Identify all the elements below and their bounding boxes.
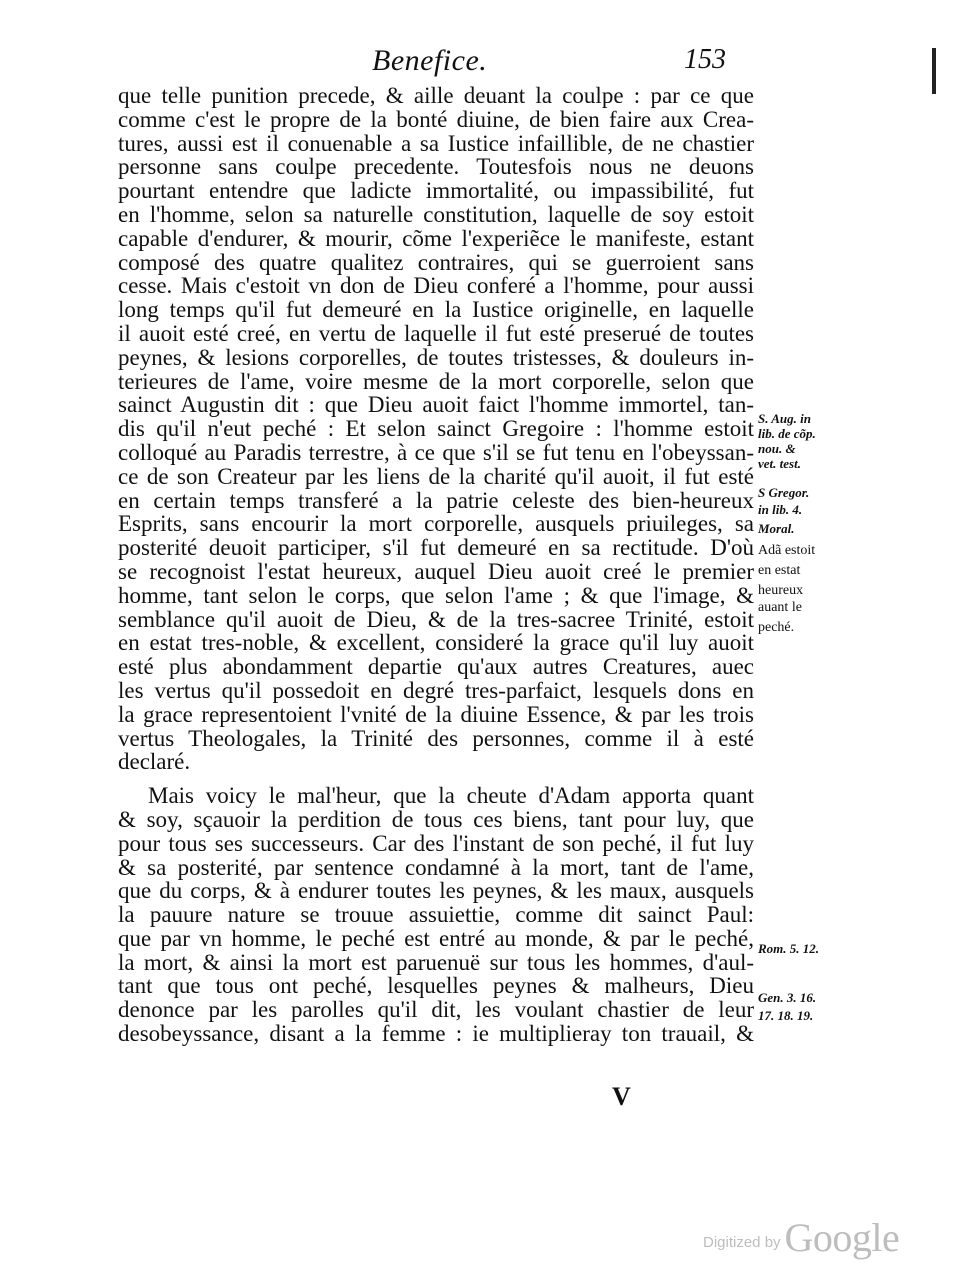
text-line: comme c'est le propre de la bonté diuine, de bien faire aux Crea- <box>118 106 754 132</box>
page-edge-mark <box>932 48 936 94</box>
margin-note: in lib. 4. <box>758 502 803 517</box>
running-title: Benefice. <box>372 44 488 77</box>
text-line: la pauure nature se trouue assuiettie, comme dit sainct Paul: <box>118 902 754 928</box>
margin-note: auant le <box>758 600 802 615</box>
text-line: colloqué au Paradis terrestre, à ce que s'il se fut tenu en l'obeyssan- <box>118 439 754 465</box>
text-line: composé des quatre qualitez contraires, qui se guerroient sans <box>118 249 754 275</box>
text-line: en estat tres-noble, & excellent, consideré la grace qu'il luy auoit <box>118 630 754 656</box>
text-line: Esprits, sans encourir la mort corporelle, ausquels priuileges, sa <box>118 511 754 537</box>
text-line: ce de son Createur par les liens de la charité qu'il auoit, il fut esté <box>118 463 754 489</box>
text-line: personne sans coulpe precedente. Toutesfois nous ne deuons <box>118 154 754 180</box>
text-line: capable d'endurer, & mourir, cõme l'experiẽce le manifeste, estant <box>118 225 754 251</box>
text-line: tures, aussi est il conuenable a sa Iustice infaillible, de ne chastier <box>118 130 754 156</box>
text-line: denonce par les parolles qu'il dit, les voulant chastier de leur <box>118 997 754 1023</box>
google-logo: Google <box>784 1215 900 1260</box>
text-line: declaré. <box>118 749 191 775</box>
text-line: la grace representoient l'vnité de la diuine Essence, & par les trois <box>118 701 754 727</box>
body-text <box>118 84 754 1046</box>
text-line: pour tous ses successeurs. Car des l'instant de son peché, il fut luy <box>118 830 754 856</box>
text-line: se recognoist l'estat heureux, auquel Dieu auoit creé le premier <box>118 558 754 584</box>
text-line: que telle punition precede, & aille deuant la coulpe : par ce que <box>118 83 754 108</box>
margin-note: S Gregor. <box>758 485 810 500</box>
margin-note: nou. & <box>758 441 796 456</box>
text-line: la mort, & ainsi la mort est paruenuë sur tous les hommes, d'aul- <box>118 949 754 975</box>
text-line: Mais voicy le mal'heur, que la cheute d'Adam apporta quant <box>148 783 754 809</box>
text-line: desobeyssance, disant a la femme : ie multiplieray ton trauail, & <box>118 1021 754 1047</box>
text-line: posterité deuoit participer, s'il fut demeuré en sa rectitude. D'où <box>118 535 754 561</box>
text-line: que du corps, & à endurer toutes les peynes, & les maux, ausquels <box>118 878 754 904</box>
margin-note: en estat <box>758 563 801 578</box>
text-line: vertus Theologales, la Trinité des personnes, comme il à esté <box>118 725 754 751</box>
text-line: pourtant entendre que ladicte immortalité, ou impassibilité, fut <box>118 178 754 204</box>
margin-note: Rom. 5. 12. <box>758 941 820 956</box>
text-line: terieures de l'ame, voire mesme de la mort corporelle, selon que <box>118 368 754 394</box>
margin-note: heureux <box>758 583 804 598</box>
page-number: 153 <box>684 44 726 75</box>
text-line: cesse. Mais c'estoit vn don de Dieu conferé a l'homme, pour aussi <box>118 273 754 299</box>
text-line: en certain temps transferé a la patrie celeste des bien-heureux <box>118 487 754 513</box>
text-line: sainct Augustin dit : que Dieu auoit faict l'homme immortel, tan- <box>118 392 754 418</box>
margin-note: Moral. <box>758 521 795 536</box>
text-line: & sa posterité, par sentence condamné à la mort, tant de l'ame, <box>118 854 754 880</box>
margin-note: vet. test. <box>758 456 801 471</box>
text-line: homme, tant selon le corps, que selon l'ame ; & que l'image, & <box>118 582 754 608</box>
text-line: peynes, & lesions corporelles, de toutes tristesses, & douleurs in- <box>118 344 754 370</box>
text-line: que par vn homme, le peché est entré au monde, & par le peché, <box>118 925 754 951</box>
margin-note: lib. de cõp. <box>758 426 816 441</box>
text-line: en l'homme, selon sa naturelle constitution, laquelle de soy estoit <box>118 201 754 227</box>
margin-note: 17. 18. 19. <box>758 1008 814 1023</box>
text-line: les vertus qu'il possedoit en degré tres-parfaict, lesquels dons en <box>118 677 754 703</box>
text-line: long temps qu'il fut demeuré en la Iustice originelle, en laquelle <box>118 297 754 323</box>
text-line: esté plus abondamment departie qu'aux autres Creatures, auec <box>118 654 754 680</box>
margin-note: Gen. 3. 16. <box>758 990 817 1005</box>
text-line: dis qu'il n'eut peché : Et selon sainct Gregoire : l'homme estoit <box>118 416 754 442</box>
margin-note: peché. <box>758 620 795 635</box>
text-line: & soy, sçauoir la perdition de tous ces biens, tant pour luy, que <box>118 806 754 832</box>
text-line: tant que tous ont peché, lesquelles peynes & malheurs, Dieu <box>118 973 754 999</box>
text-line: il auoit esté creé, en vertu de laquelle il fut esté preserué de toutes <box>118 320 754 346</box>
digitized-watermark <box>703 1214 899 1261</box>
watermark-prefix: Digitized by <box>703 1234 781 1251</box>
margin-note: S. Aug. in <box>758 411 811 426</box>
signature-mark: V <box>612 1082 631 1111</box>
text-line: semblance qu'il auoit de Dieu, & de la tres-sacree Trinité, estoit <box>118 606 754 632</box>
margin-note: Adã estoit <box>758 543 816 558</box>
